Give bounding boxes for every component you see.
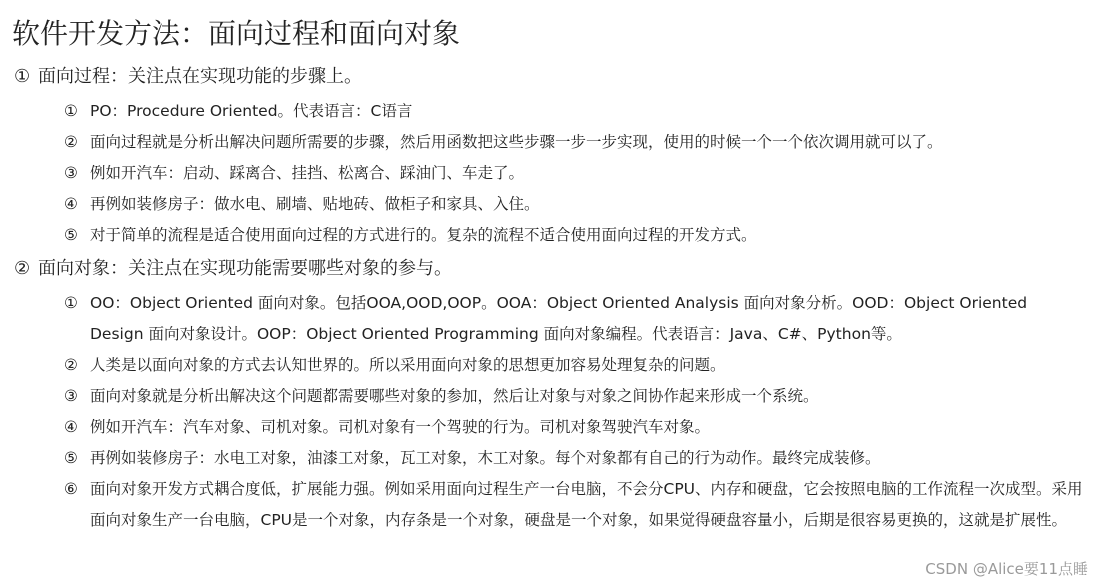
item-text: 例如开汽车：汽车对象、司机对象。司机对象有一个驾驶的行为。司机对象驾驶汽车对象。 — [90, 418, 711, 436]
list-item — [64, 381, 1084, 412]
item-number: ④ — [64, 195, 78, 213]
item-text: 对于简单的流程是适合使用面向过程的方式进行的。复杂的流程不适合使用面向过程的开发方式。 — [90, 226, 757, 244]
list-item — [64, 158, 1084, 189]
item-text: 再例如装修房子：做水电、刷墙、贴地砖、做柜子和家具、入住。 — [90, 195, 540, 213]
item-number: ⑥ — [64, 480, 78, 498]
item-number: ③ — [64, 164, 78, 182]
section-heading-text: 面向对象：关注点在实现功能需要哪些对象的参与。 — [38, 258, 452, 279]
item-number: ② — [64, 133, 78, 151]
section-number: ① — [14, 66, 31, 87]
item-text: 再例如装修房子：水电工对象，油漆工对象，瓦工对象，木工对象。每个对象都有自己的行为动作。最终完成装修。 — [90, 449, 881, 467]
item-text: 面向对象开发方式耦合度低，扩展能力强。例如采用面向过程生产一台电脑，不会分CPU、内存和硬盘，它会按照电脑的工作流程一次成型。采用面向对象生产一台电脑，CPU是一个对象，内存条是一个对象，硬盘是一个对象，如果觉得硬盘容量小，后期是很容易更换的，这就是扩展性。 — [90, 480, 1083, 529]
list-item — [64, 96, 1084, 127]
item-number: ③ — [64, 387, 78, 405]
section-heading-object-oriented — [14, 254, 452, 284]
item-text: 面向过程就是分析出解决问题所需要的步骤，然后用函数把这些步骤一步一步实现，使用的时候一个一个依次调用就可以了。 — [90, 133, 943, 151]
item-text: 人类是以面向对象的方式去认知世界的。所以采用面向对象的思想更加容易处理复杂的问题。 — [90, 356, 726, 374]
list-item — [64, 350, 1084, 381]
list-item — [64, 288, 1084, 350]
item-text: 面向对象就是分析出解决这个问题都需要哪些对象的参加，然后让对象与对象之间协作起来形成一个系统。 — [90, 387, 819, 405]
csdn-watermark: CSDN @Alice要11点睡 — [925, 560, 1088, 578]
item-number: ④ — [64, 418, 78, 436]
item-text: OO：Object Oriented 面向对象。包括OOA,OOD,OOP。OOA：Object Oriented Analysis 面向对象分析。OOD：Object Oriented Design 面向对象设计。OOP：Object Oriented Programming 面向对象编程。代表语言：Java、C#、Python等。 — [90, 294, 1028, 343]
section-number: ② — [14, 258, 31, 279]
item-number: ⑤ — [64, 226, 78, 244]
item-number: ⑤ — [64, 449, 78, 467]
list-item — [64, 443, 1084, 474]
list-item — [64, 127, 1084, 158]
list-item — [64, 220, 1084, 251]
list-item — [64, 474, 1084, 536]
item-number: ① — [64, 102, 78, 120]
section-heading-procedural — [14, 62, 362, 92]
list-item — [64, 189, 1084, 220]
item-text: PO：Procedure Oriented。代表语言：C语言 — [90, 102, 413, 120]
item-number: ① — [64, 294, 78, 312]
list-item — [64, 412, 1084, 443]
item-number: ② — [64, 356, 78, 374]
page-title: 软件开发方法：面向过程和面向对象 — [12, 17, 461, 50]
item-text: 例如开汽车：启动、踩离合、挂挡、松离合、踩油门、车走了。 — [90, 164, 525, 182]
section-heading-text: 面向过程：关注点在实现功能的步骤上。 — [38, 66, 362, 87]
